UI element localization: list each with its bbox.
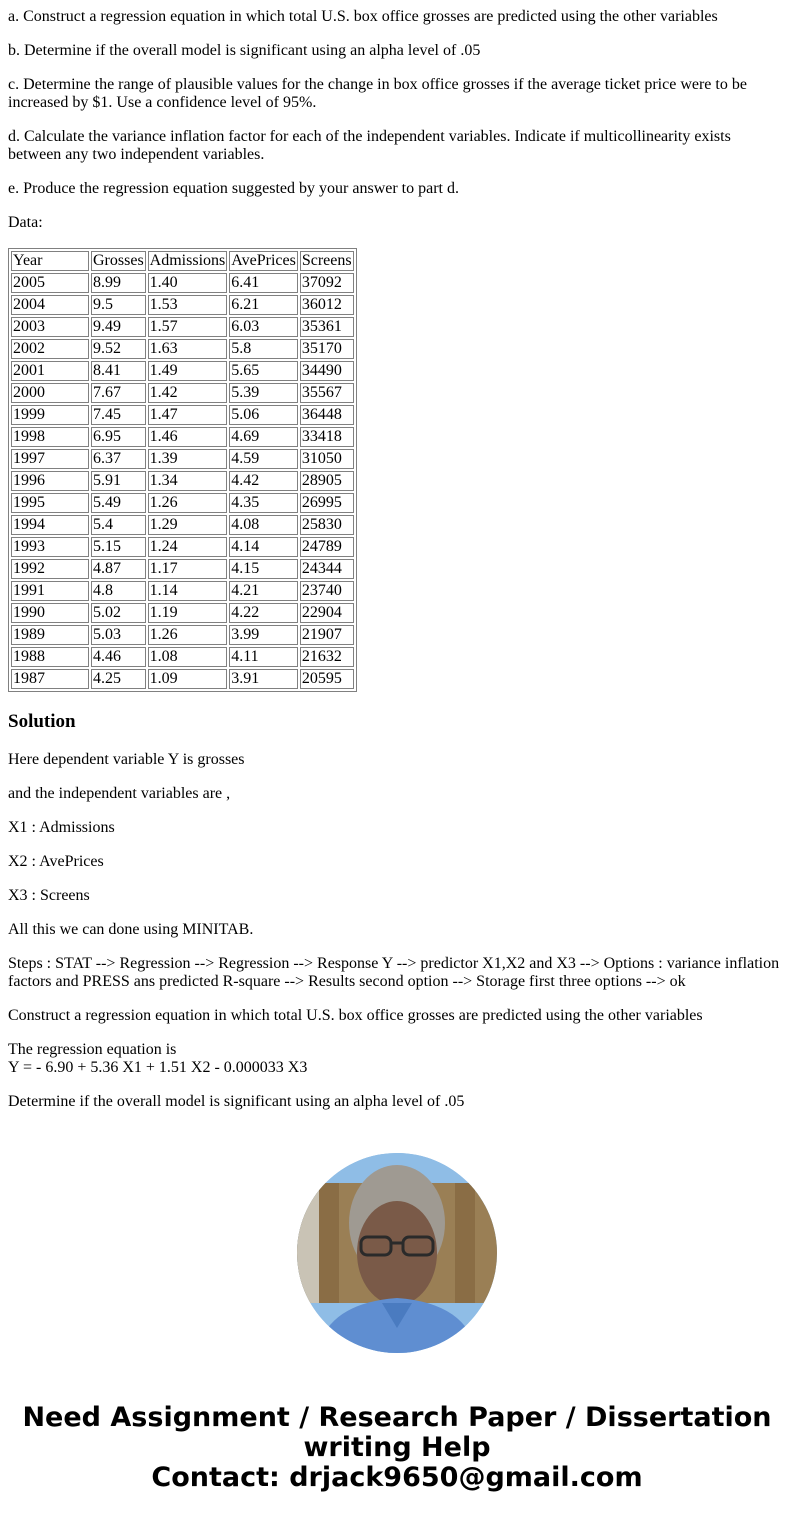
author-avatar bbox=[297, 1153, 497, 1353]
solution-equation-label: The regression equation is bbox=[8, 1041, 177, 1058]
cell-year: 1998 bbox=[11, 427, 89, 447]
cell-screens: 24344 bbox=[300, 559, 354, 579]
question-d: d. Calculate the variance inflation factor for each of the independent variables. Indicate if multicollinearity exists between any two independent variables. bbox=[8, 128, 731, 163]
cell-aveprices: 4.21 bbox=[229, 581, 298, 601]
cell-screens: 24789 bbox=[300, 537, 354, 557]
cell-admissions: 1.26 bbox=[148, 493, 228, 513]
table-row bbox=[11, 647, 354, 667]
cell-year: 1990 bbox=[11, 603, 89, 623]
table-row bbox=[11, 625, 354, 645]
cell-grosses: 5.49 bbox=[91, 493, 146, 513]
cell-aveprices: 6.41 bbox=[229, 273, 298, 293]
cell-aveprices: 4.69 bbox=[229, 427, 298, 447]
cell-admissions: 1.29 bbox=[148, 515, 228, 535]
cell-grosses: 6.95 bbox=[91, 427, 146, 447]
cell-grosses: 5.02 bbox=[91, 603, 146, 623]
cell-aveprices: 5.8 bbox=[229, 339, 298, 359]
solution-minitab-note: All this we can done using MINITAB. bbox=[8, 921, 254, 938]
cell-aveprices: 4.42 bbox=[229, 471, 298, 491]
cell-grosses: 9.49 bbox=[91, 317, 146, 337]
cell-admissions: 1.46 bbox=[148, 427, 228, 447]
cell-screens: 35170 bbox=[300, 339, 354, 359]
cell-admissions: 1.40 bbox=[148, 273, 228, 293]
cell-aveprices: 4.35 bbox=[229, 493, 298, 513]
cell-admissions: 1.42 bbox=[148, 383, 228, 403]
cell-screens: 23740 bbox=[300, 581, 354, 601]
cell-screens: 22904 bbox=[300, 603, 354, 623]
cell-grosses: 8.41 bbox=[91, 361, 146, 381]
table-row bbox=[11, 295, 354, 315]
cell-admissions: 1.26 bbox=[148, 625, 228, 645]
table-row bbox=[11, 449, 354, 469]
cell-aveprices: 6.21 bbox=[229, 295, 298, 315]
cell-aveprices: 4.08 bbox=[229, 515, 298, 535]
table-row bbox=[11, 559, 354, 579]
cell-year: 1994 bbox=[11, 515, 89, 535]
table-row bbox=[11, 339, 354, 359]
cell-admissions: 1.57 bbox=[148, 317, 228, 337]
data-table bbox=[8, 248, 357, 692]
cell-grosses: 8.99 bbox=[91, 273, 146, 293]
table-header-row bbox=[11, 251, 354, 271]
question-a: a. Construct a regression equation in which total U.S. box office grosses are predicted using the other variables bbox=[8, 8, 718, 25]
cell-year: 1997 bbox=[11, 449, 89, 469]
cell-grosses: 6.37 bbox=[91, 449, 146, 469]
promo-line-3: Contact: drjack9650@gmail.com bbox=[151, 1462, 643, 1493]
cell-screens: 28905 bbox=[300, 471, 354, 491]
portrait-icon bbox=[297, 1153, 497, 1353]
solution-part-a: Construct a regression equation in which total U.S. box office grosses are predicted using the other variables bbox=[8, 1007, 703, 1024]
cell-year: 1995 bbox=[11, 493, 89, 513]
solution-steps: Steps : STAT --> Regression --> Regression --> Response Y --> predictor X1,X2 and X3 --> Options : variance inflation factors and PRESS ans predicted R-square --> Results second option --> Storage first three options --> ok bbox=[8, 955, 780, 990]
cell-grosses: 9.52 bbox=[91, 339, 146, 359]
cell-grosses: 5.91 bbox=[91, 471, 146, 491]
cell-screens: 21907 bbox=[300, 625, 354, 645]
header-aveprices: AvePrices bbox=[231, 252, 296, 269]
cell-year: 1999 bbox=[11, 405, 89, 425]
table-row bbox=[11, 405, 354, 425]
cell-screens: 37092 bbox=[300, 273, 354, 293]
cell-aveprices: 3.91 bbox=[229, 669, 298, 689]
table-row bbox=[11, 427, 354, 447]
question-e: e. Produce the regression equation suggested by your answer to part d. bbox=[8, 180, 459, 197]
solution-heading: Solution bbox=[8, 711, 76, 732]
cell-aveprices: 4.14 bbox=[229, 537, 298, 557]
cell-grosses: 4.87 bbox=[91, 559, 146, 579]
cell-admissions: 1.34 bbox=[148, 471, 228, 491]
cell-screens: 35567 bbox=[300, 383, 354, 403]
cell-grosses: 9.5 bbox=[91, 295, 146, 315]
cell-admissions: 1.39 bbox=[148, 449, 228, 469]
cell-year: 2002 bbox=[11, 339, 89, 359]
cell-aveprices: 6.03 bbox=[229, 317, 298, 337]
cell-year: 1987 bbox=[11, 669, 89, 689]
cell-screens: 26995 bbox=[300, 493, 354, 513]
cell-aveprices: 3.99 bbox=[229, 625, 298, 645]
question-c: c. Determine the range of plausible values for the change in box office grosses if the average ticket price were to be increased by $1. Use a confidence level of 95%. bbox=[8, 76, 747, 111]
cell-grosses: 4.25 bbox=[91, 669, 146, 689]
promo-line-2: writing Help bbox=[303, 1432, 491, 1463]
table-row bbox=[11, 317, 354, 337]
cell-screens: 34490 bbox=[300, 361, 354, 381]
header-grosses: Grosses bbox=[93, 252, 144, 269]
question-b: b. Determine if the overall model is significant using an alpha level of .05 bbox=[8, 42, 481, 59]
cell-year: 1996 bbox=[11, 471, 89, 491]
cell-aveprices: 4.22 bbox=[229, 603, 298, 623]
cell-grosses: 5.03 bbox=[91, 625, 146, 645]
cell-aveprices: 4.59 bbox=[229, 449, 298, 469]
cell-grosses: 7.45 bbox=[91, 405, 146, 425]
cell-grosses: 7.67 bbox=[91, 383, 146, 403]
cell-aveprices: 5.39 bbox=[229, 383, 298, 403]
solution-independent-intro: and the independent variables are , bbox=[8, 785, 231, 802]
table-row bbox=[11, 537, 354, 557]
cell-admissions: 1.49 bbox=[148, 361, 228, 381]
cell-year: 1989 bbox=[11, 625, 89, 645]
header-admissions: Admissions bbox=[149, 252, 226, 269]
table-row bbox=[11, 581, 354, 601]
cell-screens: 33418 bbox=[300, 427, 354, 447]
cell-aveprices: 5.65 bbox=[229, 361, 298, 381]
cell-admissions: 1.17 bbox=[148, 559, 228, 579]
solution-x1: X1 : Admissions bbox=[8, 819, 115, 836]
cell-screens: 36448 bbox=[300, 405, 354, 425]
data-label: Data: bbox=[8, 214, 43, 231]
promo-banner bbox=[0, 1403, 794, 1493]
cell-year: 2005 bbox=[11, 273, 89, 293]
cell-admissions: 1.24 bbox=[148, 537, 228, 557]
cell-screens: 21632 bbox=[300, 647, 354, 667]
solution-x2: X2 : AvePrices bbox=[8, 853, 104, 870]
table-row bbox=[11, 471, 354, 491]
solution-x3: X3 : Screens bbox=[8, 887, 90, 904]
solution-equation: Y = - 6.90 + 5.36 X1 + 1.51 X2 - 0.000033 X3 bbox=[8, 1059, 308, 1076]
table-row bbox=[11, 383, 354, 403]
cell-year: 1991 bbox=[11, 581, 89, 601]
cell-screens: 35361 bbox=[300, 317, 354, 337]
table-row bbox=[11, 493, 354, 513]
cell-screens: 36012 bbox=[300, 295, 354, 315]
cell-grosses: 5.4 bbox=[91, 515, 146, 535]
table-row bbox=[11, 603, 354, 623]
cell-screens: 25830 bbox=[300, 515, 354, 535]
cell-aveprices: 4.11 bbox=[229, 647, 298, 667]
cell-admissions: 1.14 bbox=[148, 581, 228, 601]
table-row bbox=[11, 669, 354, 689]
cell-year: 2000 bbox=[11, 383, 89, 403]
cell-year: 1993 bbox=[11, 537, 89, 557]
table-row bbox=[11, 273, 354, 293]
cell-admissions: 1.63 bbox=[148, 339, 228, 359]
cell-aveprices: 5.06 bbox=[229, 405, 298, 425]
cell-year: 1992 bbox=[11, 559, 89, 579]
cell-admissions: 1.09 bbox=[148, 669, 228, 689]
table-row bbox=[11, 515, 354, 535]
cell-admissions: 1.47 bbox=[148, 405, 228, 425]
header-year: Year bbox=[11, 251, 89, 271]
cell-grosses: 5.15 bbox=[91, 537, 146, 557]
header-screens: Screens bbox=[301, 252, 352, 269]
cell-grosses: 4.8 bbox=[91, 581, 146, 601]
cell-year: 2003 bbox=[11, 317, 89, 337]
cell-year: 1988 bbox=[11, 647, 89, 667]
cell-year: 2004 bbox=[11, 295, 89, 315]
cell-admissions: 1.08 bbox=[148, 647, 228, 667]
cell-admissions: 1.19 bbox=[148, 603, 228, 623]
cell-grosses: 4.46 bbox=[91, 647, 146, 667]
cell-screens: 31050 bbox=[300, 449, 354, 469]
cell-admissions: 1.53 bbox=[148, 295, 228, 315]
solution-dependent-variable: Here dependent variable Y is grosses bbox=[8, 751, 245, 768]
table-row bbox=[11, 361, 354, 381]
solution-part-b: Determine if the overall model is significant using an alpha level of .05 bbox=[8, 1093, 465, 1110]
cell-aveprices: 4.15 bbox=[229, 559, 298, 579]
cell-screens: 20595 bbox=[300, 669, 354, 689]
promo-line-1: Need Assignment / Research Paper / Dissertation bbox=[22, 1402, 772, 1433]
cell-year: 2001 bbox=[11, 361, 89, 381]
